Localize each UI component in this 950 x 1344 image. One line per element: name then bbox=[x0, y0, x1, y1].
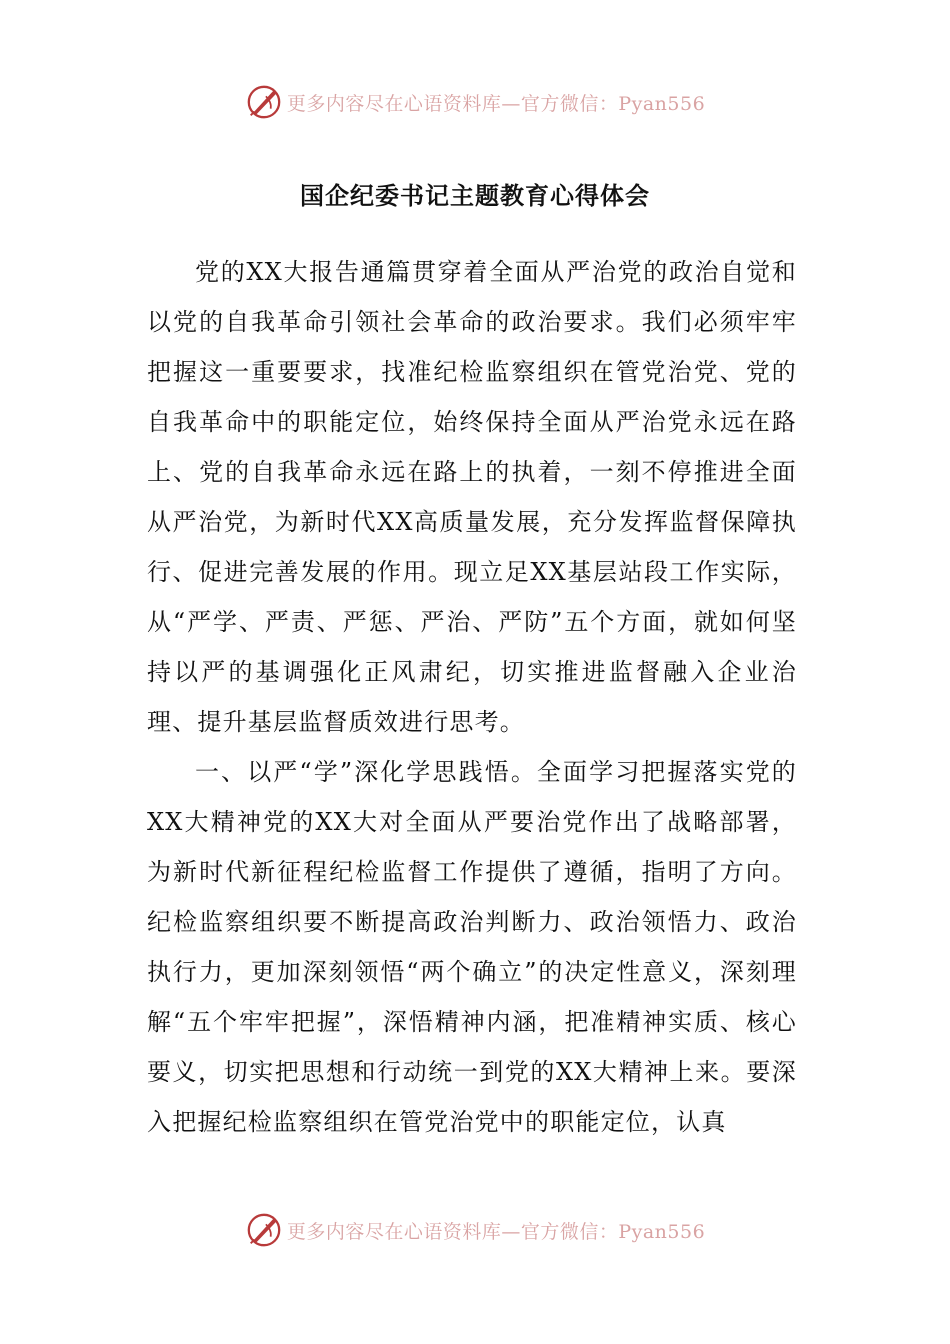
quill-pen-logo-icon bbox=[245, 1211, 283, 1249]
footer-banner bbox=[0, 1210, 950, 1250]
paragraph-intro: 党的XX大报告通篇贯穿着全面从严治党的政治自觉和以党的自我革命引领社会革命的政治要求。我们必须牢牢把握这一重要要求，找准纪检监察组织在管党治党、党的自我革命中的职能定位，始终保持全面从严治党永远在路上、党的自我革命永远在路上的执着，一刻不停推进全面从严治党，为新时代XX高质量发展，充分发挥监督保障执行、促进完善发展的作用。现立足XX基层站段工作实际，从“严学、严责、严惩、严治、严防”五个方面，就如何坚持以严的基调强化正风肃纪，切实推进监督融入企业治理、提升基层监督质效进行思考。 bbox=[147, 258, 797, 736]
quill-pen-logo-icon bbox=[245, 83, 283, 121]
paragraph-section-one: 一、以严“学”深化学思践悟。全面学习把握落实党的XX大精神党的XX大对全面从严要治党作出了战略部署，为新时代新征程纪检监督工作提供了遵循，指明了方向。纪检监察组织要不断提高政治判断力、政治领悟力、政治执行力，更加深刻领悟“两个确立”的决定性意义，深刻理解“五个牢牢把握”，深悟精神内涵，把准精神实质、核心要义，切实把思想和行动统一到党的XX大精神上来。要深入把握纪检监察组织在管党治党中的职能定位，认真 bbox=[147, 758, 797, 1136]
header-banner bbox=[0, 82, 950, 122]
document-body bbox=[147, 247, 797, 1147]
document-title: 国企纪委书记主题教育心得体会 bbox=[300, 182, 650, 210]
header-banner-text: 更多内容尽在心语资料库—官方微信：Pyan556 bbox=[286, 92, 706, 115]
footer-banner-text: 更多内容尽在心语资料库—官方微信：Pyan556 bbox=[286, 1220, 706, 1243]
